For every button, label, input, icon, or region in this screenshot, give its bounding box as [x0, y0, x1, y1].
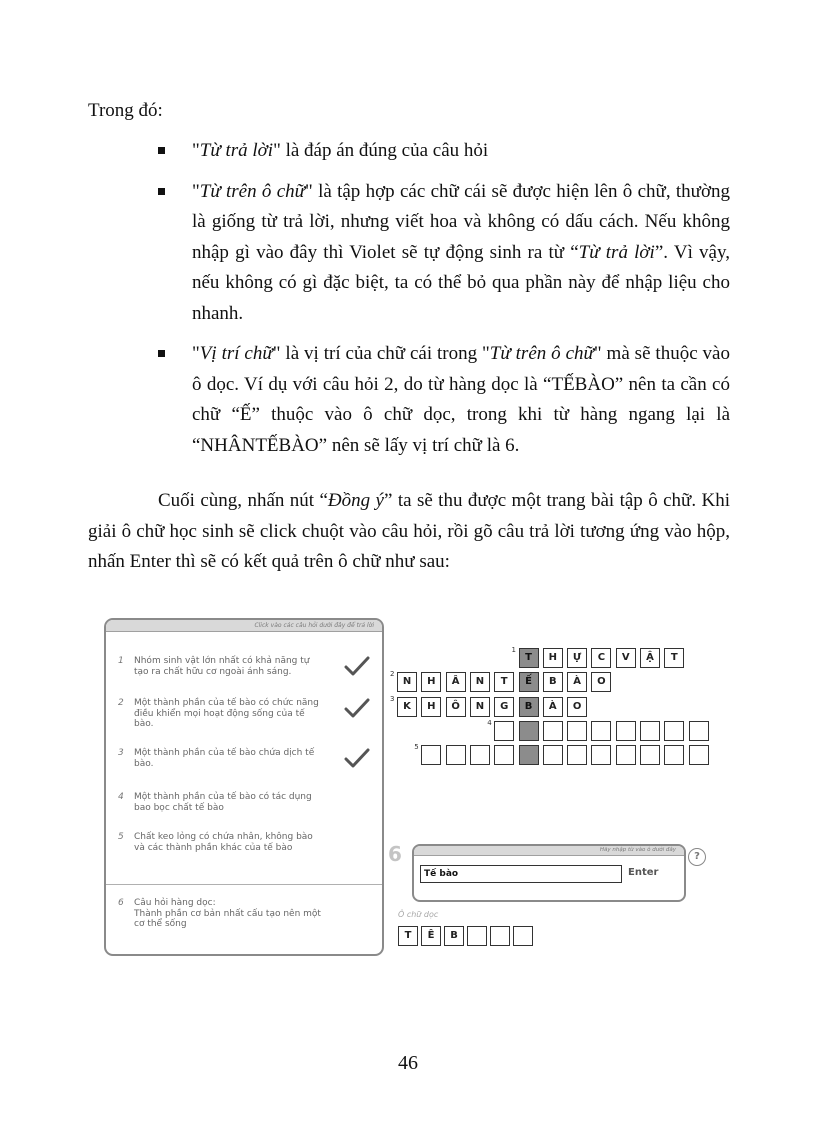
crossword-cell — [494, 721, 514, 741]
crossword-cell: G — [494, 697, 514, 717]
crossword-cell — [640, 721, 660, 741]
row-number: 3 — [390, 694, 395, 703]
term: Từ trên ô chữ — [489, 343, 594, 364]
bullet-text: là tập hợp các chữ cái sẽ được hiện lên ô chữ, thường là giống từ trả lời, nhưng viết hoa và không có dấu cách. Nếu không nhập gì vào đây thì Violet sẽ tự động sinh ra từ “ — [192, 180, 730, 263]
crossword-cell — [519, 745, 539, 765]
crossword-cell: N — [397, 672, 417, 692]
question-number: 5 — [118, 832, 124, 842]
crossword-cell — [689, 745, 709, 765]
questions-panel — [104, 618, 384, 956]
conclusion-text: ” ta sẽ thu được một trang bài tập ô chữ. Khi giải ô chữ học sinh sẽ click chuột vào câu hỏi, rồi gõ câu trả lời tương ứng vào hộp, nhấn Enter thì sẽ có kết quả trên ô chữ như sau: — [88, 490, 731, 572]
bullet-square-icon — [158, 350, 165, 357]
quote-close: " — [272, 343, 281, 364]
quote-close: " — [305, 180, 313, 202]
crossword-cell: B — [519, 697, 539, 717]
crossword-cell — [640, 745, 660, 765]
crossword-cell — [591, 721, 611, 741]
page-number: 46 — [398, 1052, 418, 1074]
crossword-cell — [446, 745, 466, 765]
answer-box — [412, 844, 686, 902]
bullet-list — [150, 136, 730, 471]
crossword-cell: Ô — [446, 697, 466, 717]
conclusion-paragraph — [88, 486, 730, 578]
checkmark-icon — [344, 656, 370, 676]
crossword-cell — [543, 721, 563, 741]
vertical-word-cell: Ê — [421, 926, 441, 946]
crossword-cell: V — [616, 648, 636, 668]
quote-open: " — [192, 140, 200, 161]
vertical-word-cell: B — [444, 926, 464, 946]
quote-open: " — [192, 180, 200, 202]
bullet-item-answer-word — [150, 136, 730, 167]
bullet-item-grid-word — [150, 177, 730, 330]
conclusion-text: Cuối cùng, nhấn nút “ — [158, 490, 328, 511]
crossword-cell: C — [591, 648, 611, 668]
crossword-cell — [689, 721, 709, 741]
crossword-cell — [470, 745, 490, 765]
question-number: 4 — [118, 792, 124, 802]
crossword-cell — [567, 745, 587, 765]
row-number: 4 — [487, 718, 492, 727]
crossword-cell — [519, 721, 539, 741]
enter-button[interactable]: Enter — [628, 867, 659, 878]
crossword-cell: Ậ — [640, 648, 660, 668]
question-number: 1 — [118, 656, 124, 666]
crossword-cell — [616, 721, 636, 741]
crossword-cell — [591, 745, 611, 765]
question-text: Nhóm sinh vật lớn nhất có khả năng tự tạo ra chất hữu cơ ngoài ánh sáng. — [134, 656, 310, 677]
question-number: 6 — [118, 898, 124, 908]
bullet-item-letter-position — [150, 339, 730, 461]
term: Từ trả lời — [199, 140, 274, 161]
quote-close: " — [273, 140, 281, 161]
crossword-cell: Â — [446, 672, 466, 692]
questions-header: Click vào các câu hỏi dưới đây để trả lời — [106, 620, 382, 632]
bullet-square-icon — [158, 147, 165, 154]
help-icon[interactable]: ? — [688, 848, 706, 866]
term: Từ trên ô chữ — [199, 180, 306, 202]
crossword-cell: N — [470, 672, 490, 692]
question-number: 2 — [118, 698, 124, 708]
bullet-text: " mà sẽ thuộc vào ô dọc. Ví dụ với câu hỏi 2, do từ hàng dọc là “TẾBÀO” nên ta cần có chữ “Ế” thuộc vào ô chữ dọc, trong khi từ hàng ngang lại là “NHÂNTẾBÀO” nên sẽ lấy vị trí chữ là 6. — [192, 343, 730, 456]
crossword-cell: Ế — [519, 672, 539, 692]
checkmark-icon — [344, 698, 370, 718]
term: Đồng ý — [327, 490, 384, 511]
term: Vị trí chữ — [199, 343, 273, 364]
crossword-cell: O — [567, 697, 587, 717]
bullet-text: là đáp án đúng của câu hỏi — [280, 140, 489, 161]
crossword-cell: H — [421, 672, 441, 692]
row-number: 1 — [511, 646, 516, 654]
crossword-cell — [543, 745, 563, 765]
crossword-cell: T — [519, 648, 539, 668]
questions-separator — [106, 884, 382, 885]
vertical-word-cell: T — [398, 926, 418, 946]
crossword-cell: T — [494, 672, 514, 692]
question-number: 3 — [118, 748, 124, 758]
quote-open: " — [192, 343, 200, 364]
bullet-text: ”. Vì vậy, nếu không có gì đặc biệt, ta có thể bỏ qua phần này để nhập liệu cho nhanh. — [192, 241, 730, 324]
answer-header: Hãy nhập từ vào ô dưới đây — [414, 846, 684, 856]
row-number: 5 — [414, 743, 419, 752]
crossword-cell: Ự — [567, 648, 587, 668]
crossword-cell: O — [591, 672, 611, 692]
crossword-cell: H — [421, 697, 441, 717]
vertical-word-cell — [490, 926, 510, 946]
crossword-cell — [664, 745, 684, 765]
term: Từ trả lời — [578, 241, 655, 263]
crossword-cell: À — [567, 672, 587, 692]
intro-text: Trong đó: — [88, 100, 163, 121]
crossword-cell — [421, 745, 441, 765]
bullet-text: là vị trí của chữ cái trong " — [280, 343, 490, 364]
answer-input[interactable]: Tế bào — [420, 865, 622, 883]
crossword-cell — [616, 745, 636, 765]
question-text: Câu hỏi hàng dọc: Thành phần cơ bản nhất cấu tạo nên một cơ thể sống — [134, 898, 321, 929]
current-question-number: 6 — [388, 842, 402, 866]
crossword-cell: K — [397, 697, 417, 717]
question-text: Một thành phần của tế bào chứa dịch tế bào. — [134, 748, 315, 769]
bullet-square-icon — [158, 188, 165, 195]
question-text: Chất keo lỏng có chứa nhân, không bào và các thành phần khác của tế bào — [134, 832, 313, 853]
crossword-cell — [494, 745, 514, 765]
vertical-word-cell — [513, 926, 533, 946]
row-number: 2 — [390, 670, 395, 679]
crossword-cell: H — [543, 648, 563, 668]
vertical-word-label: Ô chữ dọc — [398, 910, 439, 919]
question-text: Một thành phần của tế bào có chức năng điều khiển mọi hoạt động sống của tế bào. — [134, 698, 319, 729]
crossword-cell: B — [543, 672, 563, 692]
question-text: Một thành phần của tế bào có tác dụng bao bọc chất tế bào — [134, 792, 312, 813]
vertical-word-cell — [467, 926, 487, 946]
crossword-cell: T — [664, 648, 684, 668]
crossword-cell: À — [543, 697, 563, 717]
crossword-figure — [100, 612, 720, 962]
checkmark-icon — [344, 748, 370, 768]
crossword-cell — [567, 721, 587, 741]
crossword-cell — [664, 721, 684, 741]
crossword-cell: N — [470, 697, 490, 717]
